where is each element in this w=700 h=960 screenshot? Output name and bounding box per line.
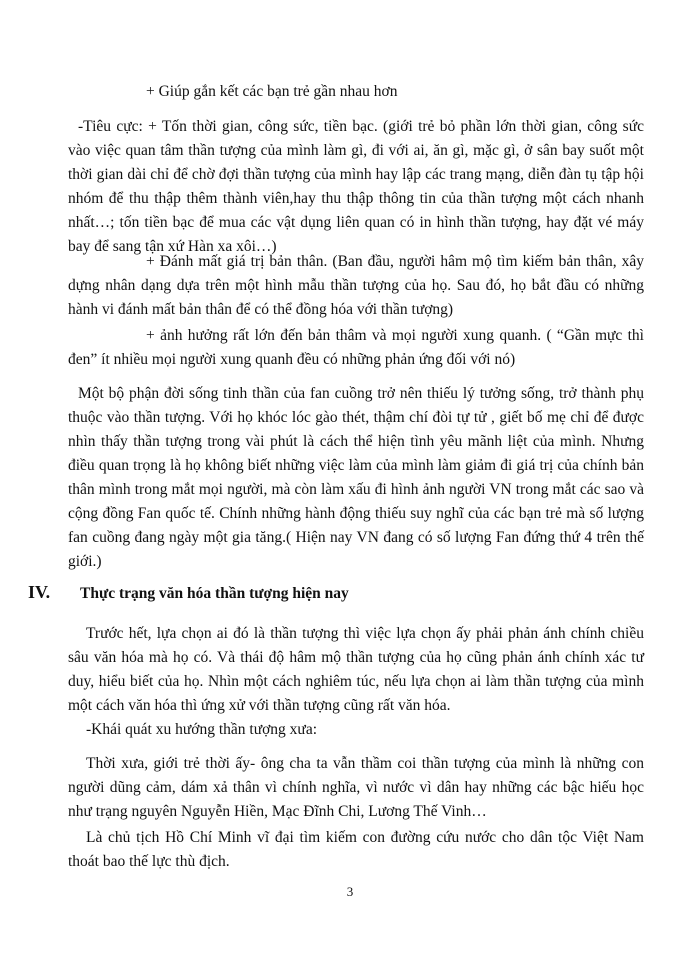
paragraph-ho-chi-minh: Là chủ tịch Hồ Chí Minh vĩ đại tìm kiếm con đường cứu nước cho dân tộc Việt Nam thoát bao thế lực thù địch. bbox=[68, 829, 644, 870]
paragraph-positive-bonding: + Giúp gắn kết các bạn trẻ gần nhau hơn bbox=[146, 83, 398, 100]
section-title: Thực trạng văn hóa thần tượng hiện nay bbox=[80, 585, 349, 602]
paragraph-old-trend-heading: -Khái quát xu hướng thần tượng xưa: bbox=[86, 721, 318, 738]
paragraph-influence-others: + ảnh hưởng rất lớn đến bản thâm và mọi người xung quanh. ( “Gần mực thì đen” ít nhiều mọi người xung quanh đều có những phản ứng đối với nó) bbox=[68, 327, 644, 368]
page-number: 3 bbox=[346, 884, 354, 899]
paragraph-idol-culture-choice: Trước hết, lựa chọn ai đó là thần tượng thì việc lựa chọn ấy phải phản ánh chính chiều sâu văn hóa mà họ có. Và thái độ hâm mộ thần tượng của họ cũng phản ánh chính xác tư duy, hiểu biết của họ. Nhìn một cách nghiêm túc, nếu lựa chọn ai làm thần tượng của mình một cách văn hóa thì ứng xử với thần tượng cũng rất văn hóa. bbox=[68, 625, 644, 714]
section-heading bbox=[28, 582, 648, 603]
section-number: IV. bbox=[28, 582, 51, 602]
paragraph-old-times-idols: Thời xưa, giới trẻ thời ấy- ông cha ta vẫn thầm coi thần tượng của mình là những con người dũng cảm, dám xả thân vì chính nghĩa, vì nước vì dân hay những các bậc hiếu học như trạng nguyên Nguyễn Hiền, Mạc Đĩnh Chi, Lương Thế Vinh… bbox=[68, 755, 644, 820]
paragraph-negative-time-money: -Tiêu cực: + Tốn thời gian, công sức, tiền bạc. (giới trẻ bỏ phần lớn thời gian, công sức vào việc quan tâm thần tượng của mình làm gì, đi với ai, ăn gì, mặc gì, ở sân bay suốt một thời gian dài chỉ để chờ đợi thần tượng của mình hay lập các trang mạng, diễn đàn tụ tập hội nhóm để thu thập thêm thành viên,hay thu thập thông tin của thần tượng một cách nhanh nhất…; tốn tiền bạc để mua các vật dụng liên quan có in hình thần tượng, hay đặt vé máy bay để sang tận xứ Hàn xa xôi…) bbox=[68, 118, 644, 255]
paragraph-fan-obsession: Một bộ phận đời sống tinh thần của fan cuồng trở nên thiếu lý tưởng sống, trở thành phụ thuộc vào thần tượng. Với họ khóc lóc gào thét, thậm chí đòi tự tử , giết bố mẹ chỉ để được nhìn thấy thần tượng trong vài phút là cách thể hiện tình yêu mãnh liệt của mình. Nhưng điều quan trọng là họ không biết những việc làm của mình làm giảm đi giá trị của chính bản thân mình trong mắt mọi người, mà còn làm xấu đi hình ảnh người VN trong mắt các sao và cộng đồng Fan quốc tế. Chính những hành động thiếu suy nghĩ của các bạn trẻ mà số lượng fan cuồng đang ngày một gia tăng.( Hiện nay VN đang có số lượng Fan đứng thứ 4 trên thế giới.) bbox=[68, 385, 644, 570]
paragraph-lose-self-value: + Đánh mất giá trị bản thân. (Ban đầu, người hâm mộ tìm kiếm bản thân, xây dựng nhân dạng dựa trên một hình mẫu thần tượng của họ. Sau đó, họ bắt đầu có những hành vi đánh mất bản thân để có thể đồng hóa với thần tượng) bbox=[68, 253, 644, 318]
